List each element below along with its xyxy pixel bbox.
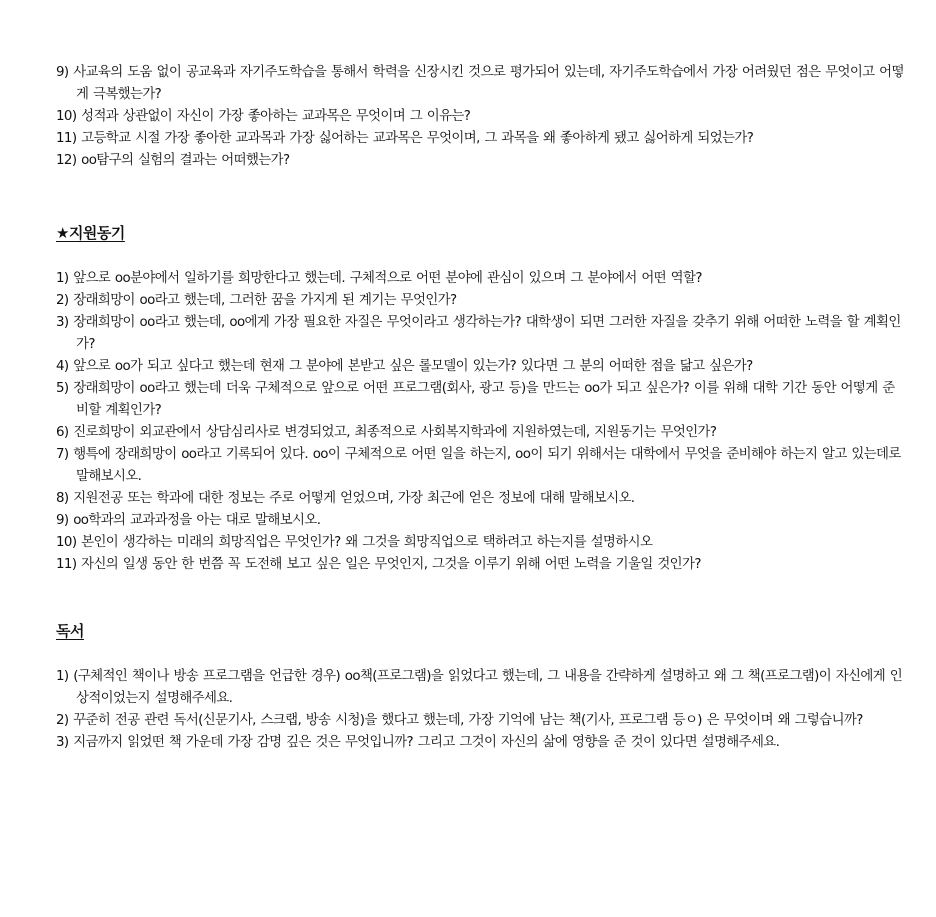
question-item: 5) 장래희망이 oo라고 했는데 더욱 구체적으로 앞으로 어떤 프로그램(회사, 광고 등)을 만드는 oo가 되고 싶은가? 이를 위해 대학 기간 동안 어떻게 준비할 계획인가? [56,381,895,418]
section-spacer [56,576,906,620]
question-item: 3) 지금까지 읽었떤 책 가운데 가장 감명 깊은 것은 무엇입니까? 그리고 그것이 자신의 삶에 영향을 준 것이 있다면 설명해주세요. [56,735,780,750]
question-item: 8) 지원전공 또는 학과에 대한 정보는 주로 어떻게 얻었으며, 가장 최근에 얻은 정보에 대해 말해보시오. [56,491,635,506]
reading-question-list [56,666,906,754]
section-spacer [56,172,906,222]
question-item: 11) 자신의 일생 동안 한 번쯤 꼭 도전해 보고 싶은 일은 무엇인지, 그것을 이루기 위해 어떤 노력을 기울일 것인가? [56,557,701,572]
motivation-section-heading: ★지원동기 [56,224,125,242]
question-item: 4) 앞으로 oo가 되고 싶다고 했는데 현재 그 분야에 본받고 싶은 롤모델이 있는가? 있다면 그 분의 어떠한 점을 닮고 싶은가? [56,359,753,374]
question-item: 9) oo학과의 교과과정을 아는 대로 말해보시오. [56,513,321,528]
question-item: 11) 고등학교 시절 가장 좋아한 교과목과 가장 싫어하는 교과목은 무엇이며, 그 과목을 왜 좋아하게 됐고 싫어하게 되었는가? [56,131,754,146]
section-spacer [56,642,906,666]
question-item: 1) 앞으로 oo분야에서 일하기를 희망한다고 했는데. 구체적으로 어떤 분야에 관심이 있으며 그 분야에서 어떤 역할? [56,271,702,286]
question-item: 9) 사교육의 도움 없이 공교육과 자기주도학습을 통해서 학력을 신장시킨 것으로 평가되어 있는데, 자기주도학습에서 가장 어려웠던 점은 무엇이고 어떻게 극복했는가? [56,65,904,102]
question-item: 12) oo탐구의 실험의 결과는 어떠했는가? [56,153,290,168]
section-spacer [56,244,906,268]
question-item: 1) (구체적인 책이나 방송 프로그램을 언급한 경우) oo책(프로그램)을 읽었다고 했는데, 그 내용을 간략하게 설명하고 왜 그 책(프로그램)이 자신에게 인상적이었는지 설명해주세요. [56,669,903,706]
question-item: 10) 본인이 생각하는 미래의 희망직업은 무엇인가? 왜 그것을 희망직업으로 택하려고 하는지를 설명하시오 [56,535,653,550]
previous-section-question-list [56,62,906,172]
reading-section-heading: 독서 [56,622,84,640]
question-item: 10) 성적과 상관없이 자신이 가장 좋아하는 교과목은 무엇이며 그 이유는? [56,109,471,124]
question-item: 2) 꾸준히 전공 관련 독서(신문기사, 스크랩, 방송 시청)을 했다고 했는데, 가장 기억에 남는 책(기사, 프로그램 등ㅇ) 은 무엇이며 왜 그렇습니까? [56,713,863,728]
motivation-question-list [56,268,906,576]
question-item: 3) 장래희망이 oo라고 했는데, oo에게 가장 필요한 자질은 무엇이라고 생각하는가? 대학생이 되면 그러한 자질을 갖추기 위해 어떠한 노력을 할 계획인가? [56,315,901,352]
question-item: 7) 행특에 장래희망이 oo라고 기록되어 있다. oo이 구체적으로 어떤 일을 하는지, oo이 되기 위해서는 대학에서 무엇을 준비해야 하는지 알고 있는데로 말해보시오. [56,447,901,484]
question-item: 6) 진로희망이 외교관에서 상담심리사로 변경되었고, 최종적으로 사회복지학과에 지원하였는데, 지원동기는 무엇인가? [56,425,717,440]
question-item: 2) 장래희망이 oo라고 했는데, 그러한 꿈을 가지게 된 계기는 무엇인가? [56,293,457,308]
